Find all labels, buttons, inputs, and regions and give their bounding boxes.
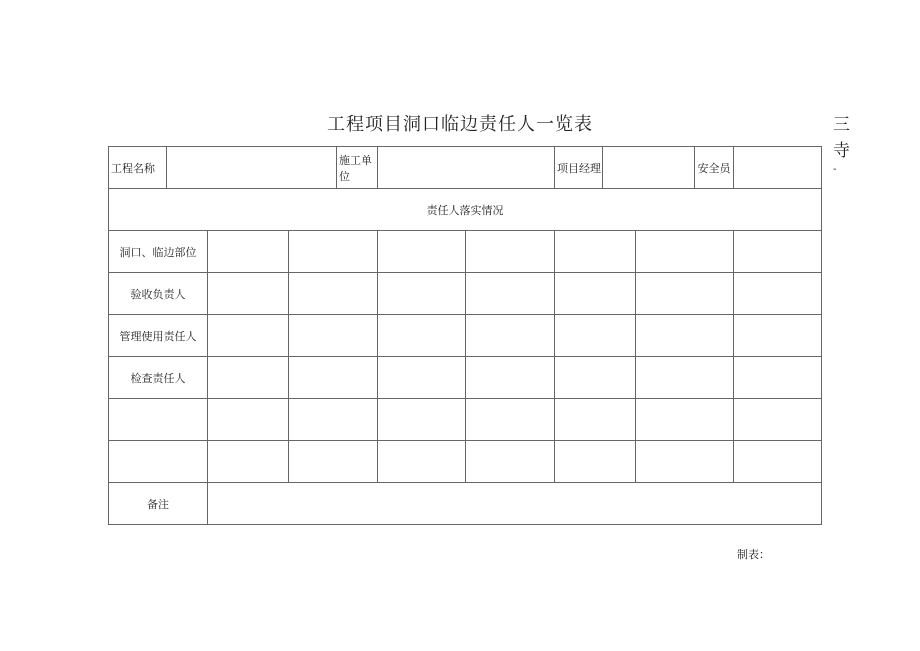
table-row [109, 399, 822, 441]
table-cell[interactable] [555, 399, 636, 441]
row-label [109, 399, 208, 441]
table-cell[interactable] [208, 231, 289, 273]
table-row [109, 441, 822, 483]
header-row [109, 147, 822, 189]
table-cell[interactable] [734, 315, 822, 357]
responsibility-table [108, 146, 822, 525]
row-label: 验收负责人 [109, 273, 208, 315]
row-label: 检查责任人 [109, 357, 208, 399]
edge-characters [833, 112, 853, 176]
table-cell[interactable] [555, 231, 636, 273]
remarks-field[interactable] [208, 483, 822, 525]
table-cell[interactable] [208, 273, 289, 315]
table-cell[interactable] [555, 357, 636, 399]
table-cell[interactable] [636, 357, 734, 399]
table-cell[interactable] [636, 399, 734, 441]
page-title: 工程项目洞口临边责任人一览表 [327, 114, 593, 135]
table-cell[interactable] [636, 315, 734, 357]
table-cell[interactable] [466, 399, 555, 441]
table-cell[interactable] [378, 273, 466, 315]
table-row [109, 357, 822, 399]
edge-char: 寺 [833, 141, 850, 161]
table-cell[interactable] [289, 315, 378, 357]
edge-char: - [833, 164, 837, 175]
table-cell[interactable] [378, 231, 466, 273]
safety-officer-field[interactable] [734, 147, 822, 189]
table-cell[interactable] [289, 399, 378, 441]
table-cell[interactable] [378, 357, 466, 399]
row-label: 洞口、临边部位 [109, 231, 208, 273]
table-row [109, 315, 822, 357]
section-row [109, 189, 822, 231]
construction-unit-label: 施工单位 [337, 147, 378, 189]
table-cell[interactable] [208, 357, 289, 399]
safety-officer-label: 安全员 [695, 147, 734, 189]
section-title: 责任人落实情况 [109, 189, 822, 231]
row-label [109, 441, 208, 483]
table-cell[interactable] [734, 399, 822, 441]
project-manager-label: 项目经理 [555, 147, 603, 189]
table-cell[interactable] [289, 441, 378, 483]
table-cell[interactable] [289, 231, 378, 273]
table-cell[interactable] [378, 315, 466, 357]
table-cell[interactable] [289, 273, 378, 315]
table-cell[interactable] [555, 315, 636, 357]
project-name-field[interactable] [167, 147, 337, 189]
table-cell[interactable] [555, 441, 636, 483]
table-cell[interactable] [208, 399, 289, 441]
table-cell[interactable] [555, 273, 636, 315]
table-cell[interactable] [466, 441, 555, 483]
table-cell[interactable] [636, 231, 734, 273]
table-cell[interactable] [289, 357, 378, 399]
construction-unit-field[interactable] [378, 147, 555, 189]
project-name-label: 工程名称 [109, 147, 167, 189]
row-label: 管理使用责任人 [109, 315, 208, 357]
table-row [109, 231, 822, 273]
table-cell[interactable] [734, 441, 822, 483]
table-cell[interactable] [636, 273, 734, 315]
table-cell[interactable] [734, 231, 822, 273]
table-cell[interactable] [734, 273, 822, 315]
prepared-by-label: 制表： [737, 548, 770, 561]
table-cell[interactable] [208, 441, 289, 483]
table-cell[interactable] [466, 273, 555, 315]
table-cell[interactable] [378, 399, 466, 441]
remarks-row [109, 483, 822, 525]
table-row [109, 273, 822, 315]
table-cell[interactable] [466, 231, 555, 273]
table-cell[interactable] [466, 357, 555, 399]
edge-char: 三 [833, 115, 850, 135]
table-cell[interactable] [208, 315, 289, 357]
table-cell[interactable] [378, 441, 466, 483]
project-manager-field[interactable] [603, 147, 695, 189]
table-cell[interactable] [466, 315, 555, 357]
remarks-label: 备注 [109, 483, 208, 525]
table-cell[interactable] [734, 357, 822, 399]
table-cell[interactable] [636, 441, 734, 483]
